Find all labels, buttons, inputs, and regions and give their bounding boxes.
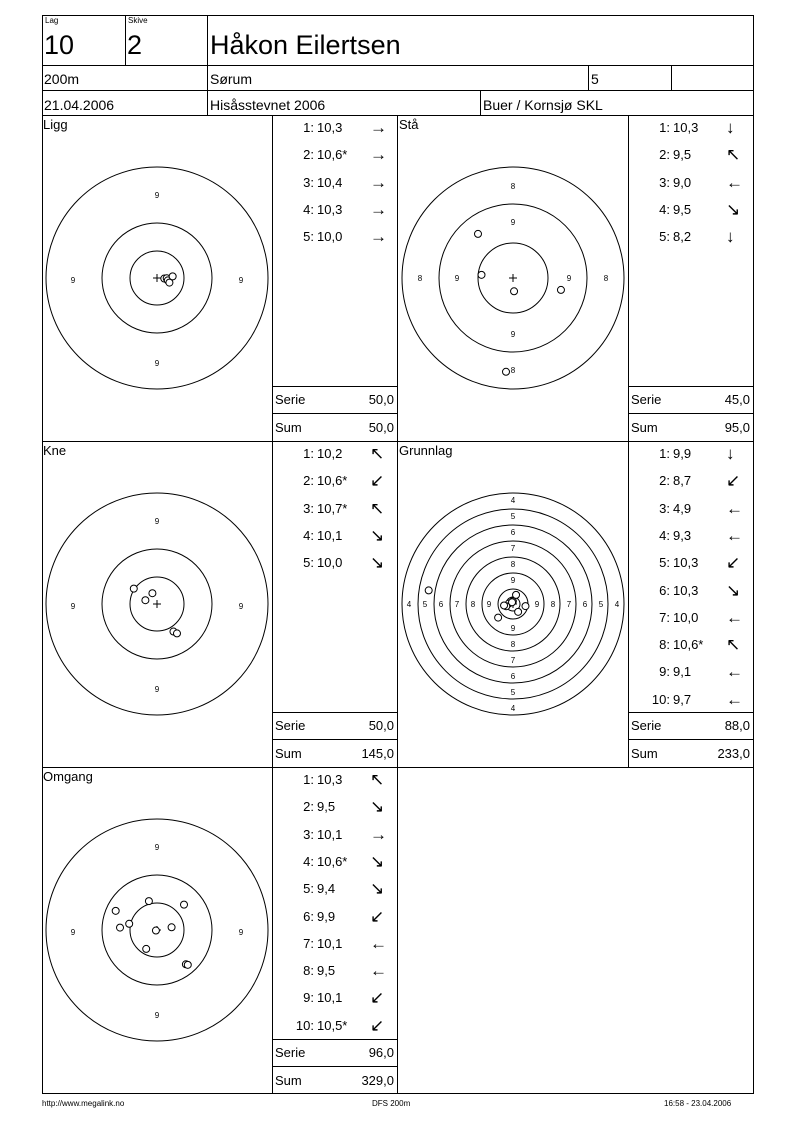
shot-direction-arrow: ↓ <box>726 227 735 247</box>
shot-number: 5: <box>659 229 670 245</box>
shot-direction-arrow: ← <box>726 498 743 518</box>
shot-number: 10: <box>651 691 670 707</box>
serie-label: Serie <box>275 718 306 733</box>
shot-value: 10,4 <box>317 174 343 190</box>
shot-value: 10,7* <box>317 500 348 516</box>
shot-hole <box>511 288 518 295</box>
sum-label: Sum <box>275 420 302 435</box>
shot-direction-arrow: ↘ <box>370 525 385 545</box>
ring-number-label: 8 <box>510 640 516 649</box>
ring-number-label: 9 <box>154 359 160 368</box>
ring-number-label: 9 <box>154 517 160 526</box>
ring-number-label: 9 <box>238 276 244 285</box>
ring-number-label: 8 <box>417 274 423 283</box>
shot-direction-arrow: ← <box>370 961 387 981</box>
footer-right: 16:58 - 23.04.2006 <box>664 1099 732 1108</box>
shot-hole <box>112 907 119 914</box>
shot-value: 10,6* <box>673 637 704 653</box>
ring-number-label: 7 <box>454 600 460 609</box>
shot-hole <box>145 898 152 905</box>
shot-number: 3: <box>659 174 670 190</box>
shot-value: 10,1 <box>317 935 343 951</box>
shot-direction-arrow: → <box>370 145 387 165</box>
shot-direction-arrow: ↙ <box>370 988 385 1008</box>
shot-value: 10,3 <box>673 555 699 571</box>
sum-value: 233,0 <box>717 746 750 761</box>
shot-hole <box>143 945 150 952</box>
shot-value: 9,9 <box>673 446 692 461</box>
ring-number-label: 8 <box>603 274 609 283</box>
shot-number: 3: <box>303 500 314 516</box>
shot-value: 10,3 <box>673 120 699 135</box>
shot-number: 1: <box>659 120 670 135</box>
shot-number: 8: <box>659 637 670 653</box>
shot-value: 10,6* <box>317 473 348 489</box>
sum-label: Sum <box>275 1073 302 1088</box>
shot-number: 7: <box>659 609 670 625</box>
shot-hole <box>168 924 175 931</box>
shot-number: 2: <box>659 147 670 163</box>
shot-number: 4: <box>303 853 314 869</box>
shot-number: 2: <box>303 147 314 163</box>
ring-number-label: 4 <box>510 496 516 505</box>
target-1 <box>42 115 272 441</box>
ring-number-label: 5 <box>510 688 516 697</box>
target-2 <box>398 115 628 441</box>
skive-label: Skive <box>128 16 148 25</box>
ring-number-label: 4 <box>614 600 620 609</box>
ring-number-label: 9 <box>510 330 516 339</box>
ring-number-label: 6 <box>582 600 588 609</box>
panel-title: Grunnlag <box>399 443 453 458</box>
shot-number: 4: <box>659 527 670 543</box>
shot-value: 10,5* <box>317 1017 348 1033</box>
shot-hole <box>513 591 520 598</box>
shot-number: 3: <box>659 500 670 516</box>
shot-hole <box>142 597 149 604</box>
event: Hisåsstevnet 2006 <box>210 97 326 113</box>
shot-hole <box>149 590 156 597</box>
shot-direction-arrow: ← <box>726 525 743 545</box>
footer-left: http://www.megalink.no <box>42 1099 125 1108</box>
shot-number: 4: <box>303 527 314 543</box>
shot-hole <box>522 603 529 610</box>
shot-number: 9: <box>303 990 314 1006</box>
shot-value: 8,7 <box>673 473 692 489</box>
shot-direction-arrow: ↘ <box>370 879 385 899</box>
shot-value: 9,0 <box>673 174 692 190</box>
sum-value: 95,0 <box>724 420 750 435</box>
ring-number-label: 5 <box>598 600 604 609</box>
ring-number-label: 8 <box>510 560 516 569</box>
sum-value: 50,0 <box>368 420 394 435</box>
shot-value: 10,6* <box>317 147 348 163</box>
ring-number-label: 9 <box>566 274 572 283</box>
shot-number: 2: <box>303 799 314 815</box>
shot-hole <box>515 608 522 615</box>
serie-label: Serie <box>275 392 306 407</box>
shot-direction-arrow: ← <box>726 607 743 627</box>
ring-number-label: 9 <box>454 274 460 283</box>
ring-number-label: 9 <box>70 276 76 285</box>
shot-number: 3: <box>303 174 314 190</box>
ring-number-label: 9 <box>238 602 244 611</box>
sum-label: Sum <box>275 746 302 761</box>
shot-direction-arrow: ↙ <box>370 906 385 926</box>
panel-title: Stå <box>399 117 419 132</box>
target-5 <box>42 767 272 1093</box>
lag-label: Lag <box>45 16 59 25</box>
panel-title: Ligg <box>43 117 68 132</box>
ring-number-label: 4 <box>510 704 516 713</box>
shot-direction-arrow: ↙ <box>726 553 741 573</box>
shot-number: 10: <box>295 1017 314 1033</box>
shot-hole <box>478 271 485 278</box>
shot-number: 5: <box>659 555 670 571</box>
ring-number-label: 6 <box>510 672 516 681</box>
shot-number: 3: <box>303 826 314 842</box>
ring-number-label: 9 <box>486 600 492 609</box>
ring-number-label: 5 <box>422 600 428 609</box>
shot-hole <box>501 602 508 609</box>
ring-number-label: 8 <box>470 600 476 609</box>
ring-number-label: 5 <box>510 512 516 521</box>
serie-label: Serie <box>275 1045 306 1060</box>
shot-number: 7: <box>303 935 314 951</box>
ring-number-label: 9 <box>510 218 516 227</box>
shot-direction-arrow: → <box>370 172 387 192</box>
skive-value: 2 <box>127 30 143 60</box>
ring-number-label: 9 <box>510 576 516 585</box>
shot-direction-arrow: ↙ <box>370 1015 385 1035</box>
shot-hole <box>152 927 159 934</box>
serie-value: 88,0 <box>724 718 750 733</box>
ring-number-label: 9 <box>154 843 160 852</box>
ring-number-label: 9 <box>70 602 76 611</box>
shot-hole <box>495 614 502 621</box>
serie-value: 50,0 <box>368 392 394 407</box>
center-cross <box>153 600 161 608</box>
shot-direction-arrow: ↙ <box>726 471 741 491</box>
shot-direction-arrow: ↓ <box>726 118 735 137</box>
shot-value: 10,3 <box>317 772 343 787</box>
shot-direction-arrow: ↘ <box>726 199 741 219</box>
shot-value: 9,5 <box>673 201 692 217</box>
shot-direction-arrow: ↘ <box>370 797 385 817</box>
serie-label: Serie <box>631 392 662 407</box>
footer-center: DFS 200m <box>372 1099 411 1108</box>
date: 21.04.2006 <box>44 97 115 113</box>
shot-hole <box>181 901 188 908</box>
shot-value: 9,5 <box>673 147 692 163</box>
shot-direction-arrow: ↓ <box>726 444 735 463</box>
shot-direction-arrow: ↘ <box>726 580 741 600</box>
ring-number-label: 8 <box>550 600 556 609</box>
center-cross <box>509 274 517 282</box>
shot-value: 10,3 <box>673 582 699 598</box>
shot-number: 1: <box>303 120 314 135</box>
ring-number-label: 7 <box>566 600 572 609</box>
sum-label: Sum <box>631 420 658 435</box>
class: 5 <box>591 71 599 87</box>
serie-value: 50,0 <box>368 718 394 733</box>
sum-value: 145,0 <box>361 746 394 761</box>
shot-value: 9,7 <box>673 691 692 707</box>
shot-value: 9,5 <box>317 799 336 815</box>
sum-label: Sum <box>631 746 658 761</box>
shot-number: 5: <box>303 555 314 571</box>
shot-direction-arrow: ↖ <box>726 145 741 165</box>
shot-direction-arrow: ← <box>726 689 743 709</box>
shot-value: 10,1 <box>317 990 343 1006</box>
club: Sørum <box>210 71 252 87</box>
organizer: Buer / Kornsjø SKL <box>483 97 603 113</box>
ring-number-label: 7 <box>510 656 516 665</box>
shot-hole <box>126 920 133 927</box>
ring-number-label: 9 <box>70 928 76 937</box>
shot-value: 9,1 <box>673 664 692 680</box>
shot-value: 8,2 <box>673 229 692 245</box>
shot-number: 1: <box>659 446 670 461</box>
ring-number-label: 8 <box>510 182 516 191</box>
sum-value: 329,0 <box>361 1073 394 1088</box>
shot-value: 9,3 <box>673 527 692 543</box>
ring-number-label: 6 <box>510 528 516 537</box>
shot-number: 1: <box>303 446 314 461</box>
shot-direction-arrow: ↖ <box>370 498 385 518</box>
shot-value: 10,1 <box>317 527 343 543</box>
shot-direction-arrow: ↘ <box>370 851 385 871</box>
ring-number-label: 8 <box>510 366 516 375</box>
distance: 200m <box>44 71 80 87</box>
shot-hole <box>425 587 432 594</box>
shot-number: 9: <box>659 664 670 680</box>
ring-number-label: 9 <box>238 928 244 937</box>
shot-number: 6: <box>303 908 314 924</box>
ring-number-label: 9 <box>154 191 160 200</box>
shot-direction-arrow: → <box>370 118 387 137</box>
shot-direction-arrow: ↖ <box>370 444 385 463</box>
shot-hole <box>503 368 510 375</box>
shot-number: 5: <box>303 881 314 897</box>
panel-title: Kne <box>43 443 67 458</box>
shot-number: 4: <box>303 201 314 217</box>
shot-value: 10,3 <box>317 120 343 135</box>
shot-value: 10,0 <box>317 229 343 245</box>
shot-number: 4: <box>659 201 670 217</box>
shot-direction-arrow: → <box>370 199 387 219</box>
lag-value: 10 <box>44 30 75 60</box>
shot-value: 10,6* <box>317 853 348 869</box>
shot-hole <box>117 924 124 931</box>
panel-title: Omgang <box>43 769 93 784</box>
shot-hole <box>169 273 176 280</box>
shot-hole <box>184 961 191 968</box>
shooter-name: Håkon Eilertsen <box>210 30 401 60</box>
shot-direction-arrow: ← <box>726 662 743 682</box>
ring-number-label: 9 <box>154 685 160 694</box>
serie-value: 45,0 <box>724 392 750 407</box>
shot-hole <box>475 230 482 237</box>
shot-value: 9,5 <box>317 963 336 979</box>
target-3 <box>42 441 272 767</box>
ring-number-label: 9 <box>534 600 540 609</box>
serie-value: 96,0 <box>368 1045 394 1060</box>
shot-hole <box>130 585 137 592</box>
shot-value: 10,1 <box>317 826 343 842</box>
shot-hole <box>173 630 180 637</box>
shot-number: 1: <box>303 772 314 787</box>
ring-number-label: 4 <box>406 600 412 609</box>
shot-number: 5: <box>303 229 314 245</box>
shot-direction-arrow: → <box>370 824 387 844</box>
center-cross <box>153 274 161 282</box>
ring-number-label: 7 <box>510 544 516 553</box>
shot-number: 6: <box>659 582 670 598</box>
shot-number: 8: <box>303 963 314 979</box>
shot-value: 9,9 <box>317 908 336 924</box>
ring-number-label: 6 <box>438 600 444 609</box>
ring-number-label: 9 <box>154 1011 160 1020</box>
shot-direction-arrow: ↖ <box>370 770 385 789</box>
ring-number-label: 9 <box>510 624 516 633</box>
shot-value: 10,3 <box>317 201 343 217</box>
serie-label: Serie <box>631 718 662 733</box>
shot-direction-arrow: → <box>370 227 387 247</box>
shot-number: 2: <box>659 473 670 489</box>
shot-value: 4,9 <box>673 500 692 516</box>
shot-direction-arrow: ← <box>370 933 387 953</box>
shot-direction-arrow: ↘ <box>370 553 385 573</box>
shot-direction-arrow: ↖ <box>726 635 741 655</box>
shot-value: 10,0 <box>317 555 343 571</box>
shot-value: 10,2 <box>317 446 343 461</box>
shot-direction-arrow: ← <box>726 172 743 192</box>
shot-direction-arrow: ↙ <box>370 471 385 491</box>
shot-hole <box>557 286 564 293</box>
shot-value: 9,4 <box>317 881 336 897</box>
shot-value: 10,0 <box>673 609 699 625</box>
shot-number: 2: <box>303 473 314 489</box>
target-4 <box>398 441 628 767</box>
